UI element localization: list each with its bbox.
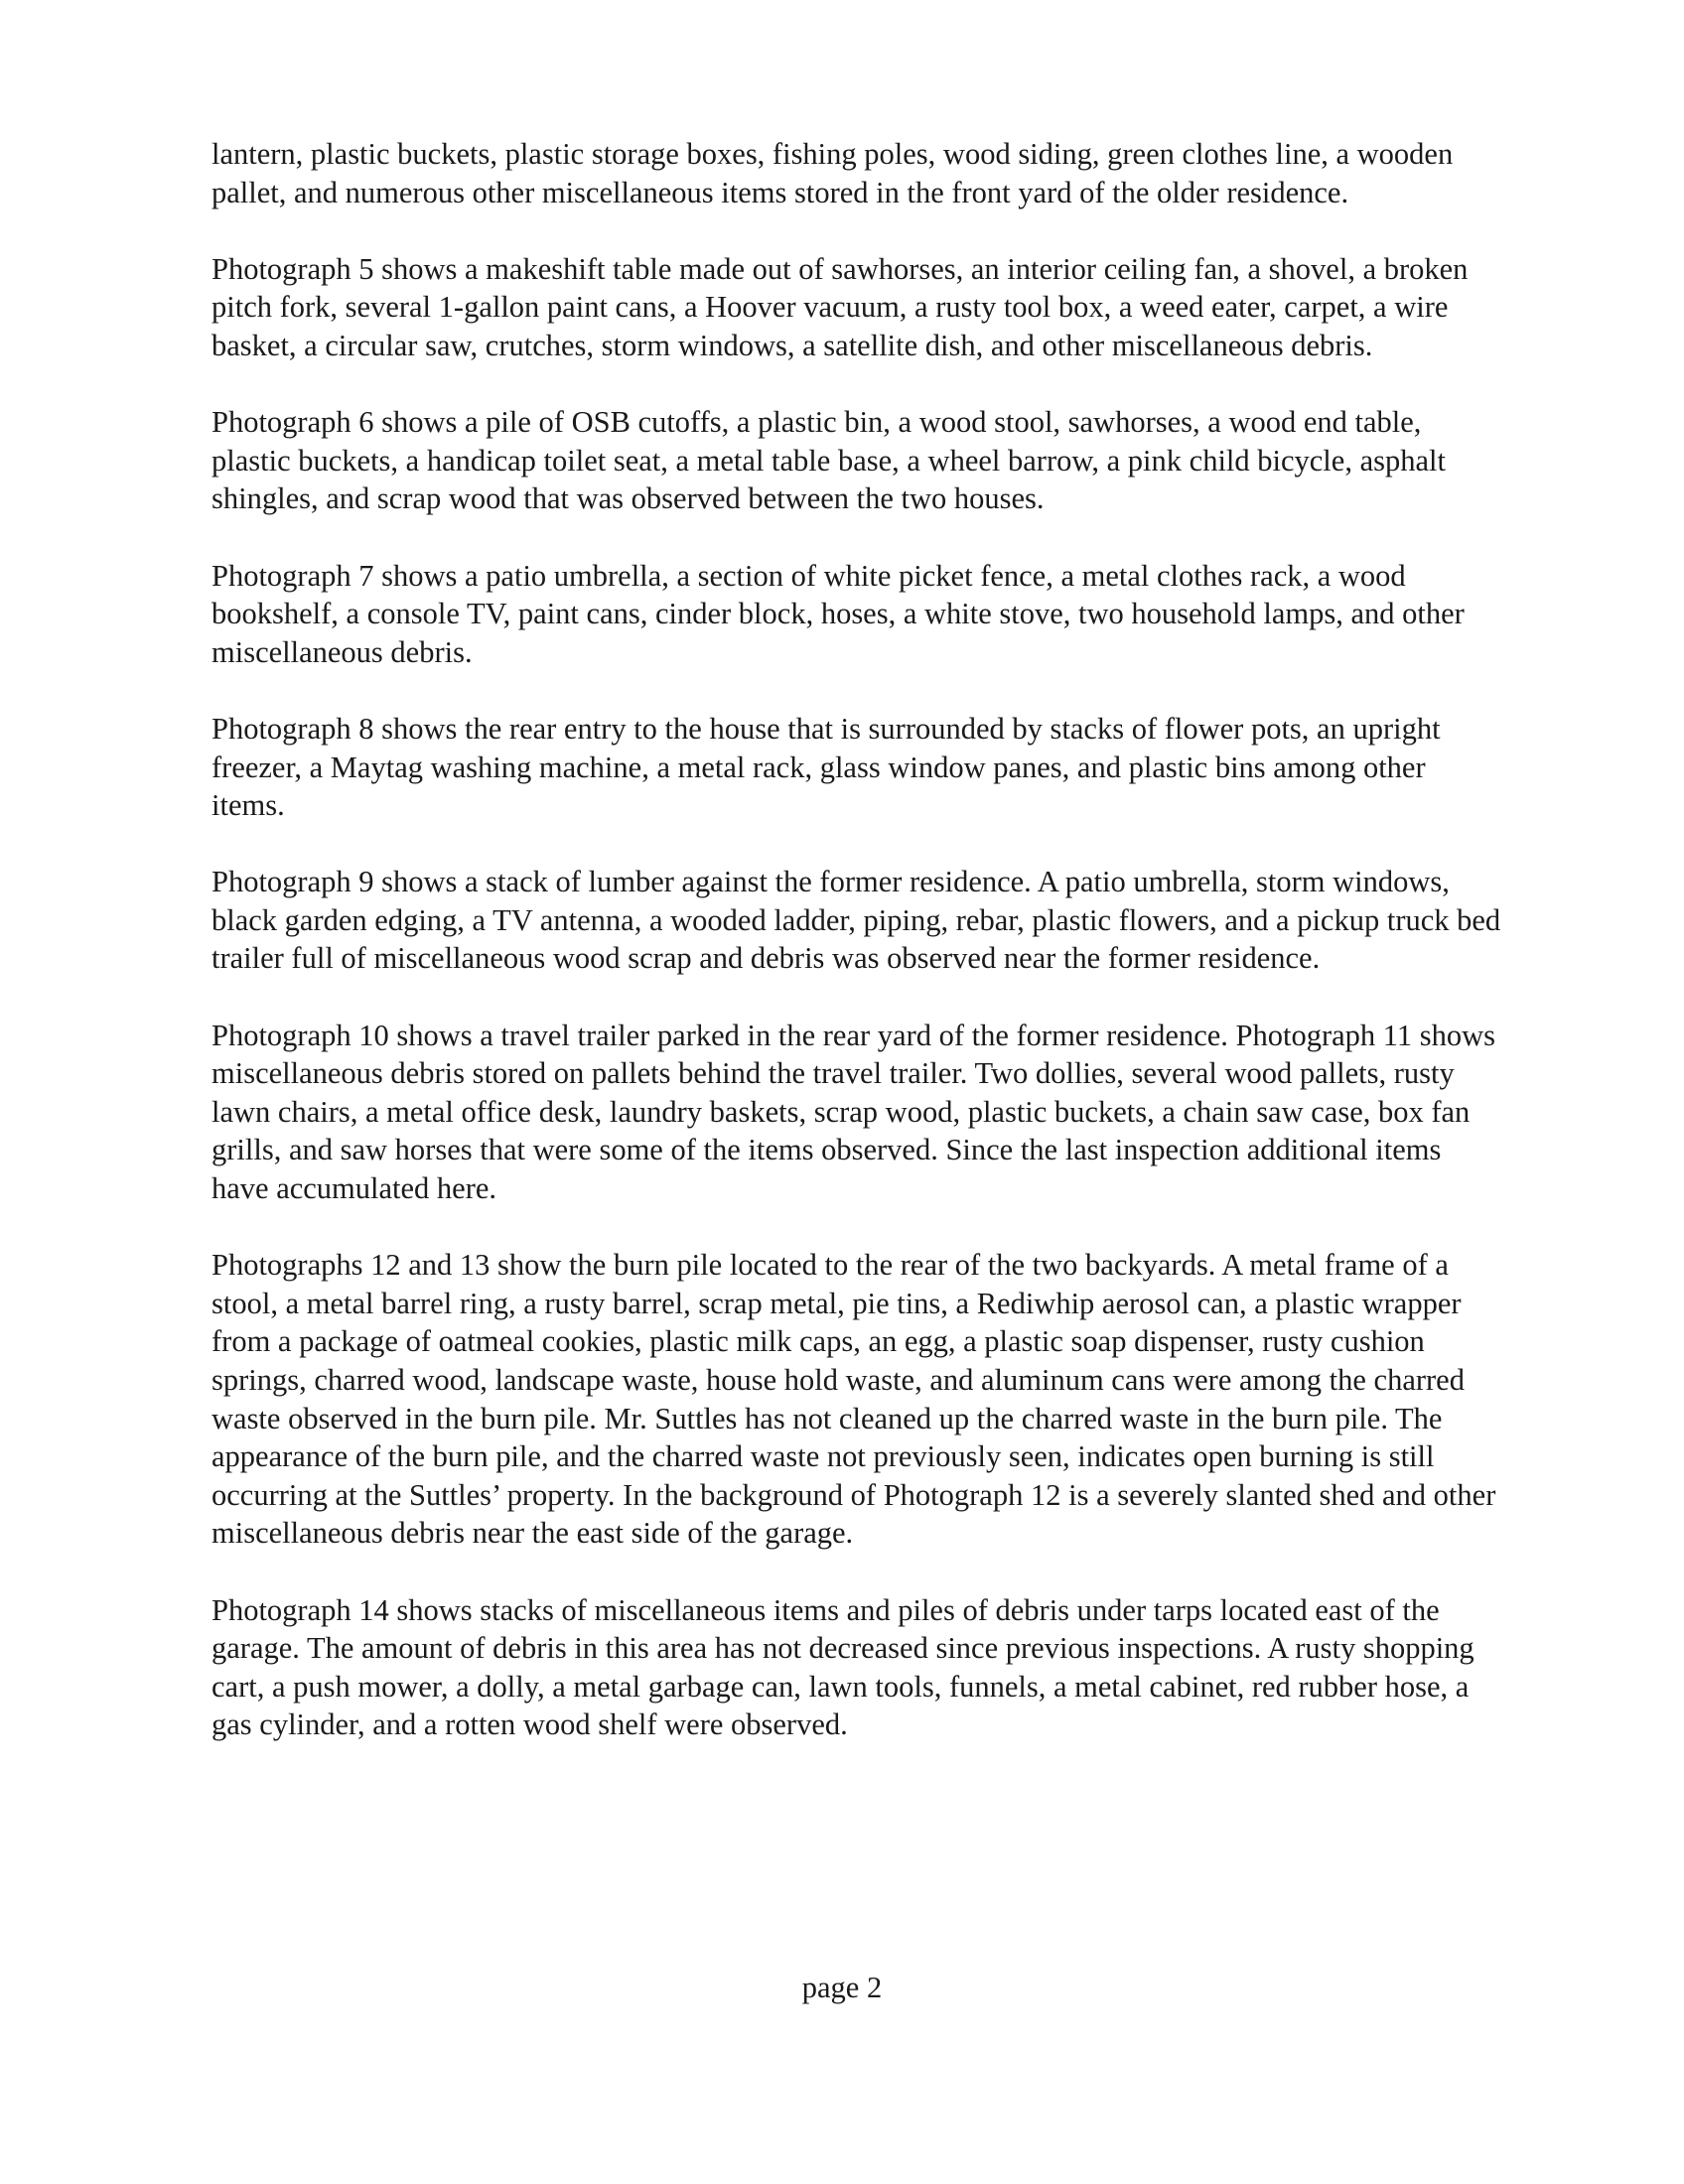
paragraph-photograph-9: Photograph 9 shows a stack of lumber against the former residence. A patio umbrella, storm windows, black garden edging, a TV antenna, a wooded ladder, piping, rebar, plastic flowers, and a pickup truck bed trailer full of miscellaneous wood scrap and debris was observed near the former residence. xyxy=(211,865,1501,976)
page-number: page 2 xyxy=(801,1971,883,2004)
paragraph-photograph-6: Photograph 6 shows a pile of OSB cutoffs, a plastic bin, a wood stool, sawhorses, a wood end table, plastic buckets, a handicap toilet seat, a metal table base, a wheel barrow, a pink child bicycle, asphalt shingles, and scrap wood that was observed between the two houses. xyxy=(211,405,1446,516)
paragraph-photographs-10-11: Photograph 10 shows a travel trailer parked in the rear yard of the former residence. Photograph 11 shows miscellaneous debris stored on pallets behind the travel trailer. Two dollies, several wood pallets, rusty lawn chairs, a metal office desk, laundry baskets, scrap wood, plastic buckets, a chain saw case, box fan grills, and saw horses that were some of the items observed. Since the last inspection additional items have accumulated here. xyxy=(211,1018,1496,1206)
paragraph-photograph-8: Photograph 8 shows the rear entry to the house that is surrounded by stacks of flower pots, an upright freezer, a Maytag washing machine, a metal rack, glass window panes, and plastic bins among other items. xyxy=(211,711,1441,823)
document-body xyxy=(211,135,1502,1783)
paragraph-photograph-7: Photograph 7 shows a patio umbrella, a section of white picket fence, a metal clothes rack, a wood bookshelf, a console TV, paint cans, cinder block, hoses, a white stove, two household lamps, and other miscellaneous debris. xyxy=(211,558,1465,669)
paragraph-photograph-14: Photograph 14 shows stacks of miscellaneous items and piles of debris under tarps located east of the garage. The amount of debris in this area has not decreased since previous inspections. A rusty shopping cart, a push mower, a dolly, a metal garbage can, lawn tools, funnels, a metal cabinet, red rubber hose, a gas cylinder, and a rotten wood shelf were observed. xyxy=(211,1592,1474,1742)
paragraph-photograph-5: Photograph 5 shows a makeshift table made out of sawhorses, an interior ceiling fan, a shovel, a broken pitch fork, several 1-gallon paint cans, a Hoover vacuum, a rusty tool box, a weed eater, carpet, a wire basket, a circular saw, crutches, storm windows, a satellite dish, and other miscellaneous debris. xyxy=(211,251,1469,362)
paragraph-front-yard-items: lantern, plastic buckets, plastic storage boxes, fishing poles, wood siding, green clothes line, a wooden pallet, and numerous other miscellaneous items stored in the front yard of the older residence. xyxy=(211,137,1454,209)
paragraph-photographs-12-13: Photographs 12 and 13 show the burn pile located to the rear of the two backyards. A metal frame of a stool, a metal barrel ring, a rusty barrel, scrap metal, pie tins, a Rediwhip aerosol can, a plastic wrapper from a package of oatmeal cookies, plastic milk caps, an egg, a plastic soap dispenser, rusty cushion springs, charred wood, landscape waste, house hold waste, and aluminum cans were among the charred waste observed in the burn pile. Mr. Suttles has not cleaned up the charred waste in the burn pile. The appearance of the burn pile, and the charred waste not previously seen, indicates open burning is still occurring at the Suttles’ property. In the background of Photograph 12 is a severely slanted shed and other miscellaneous debris near the east side of the garage. xyxy=(211,1248,1496,1551)
